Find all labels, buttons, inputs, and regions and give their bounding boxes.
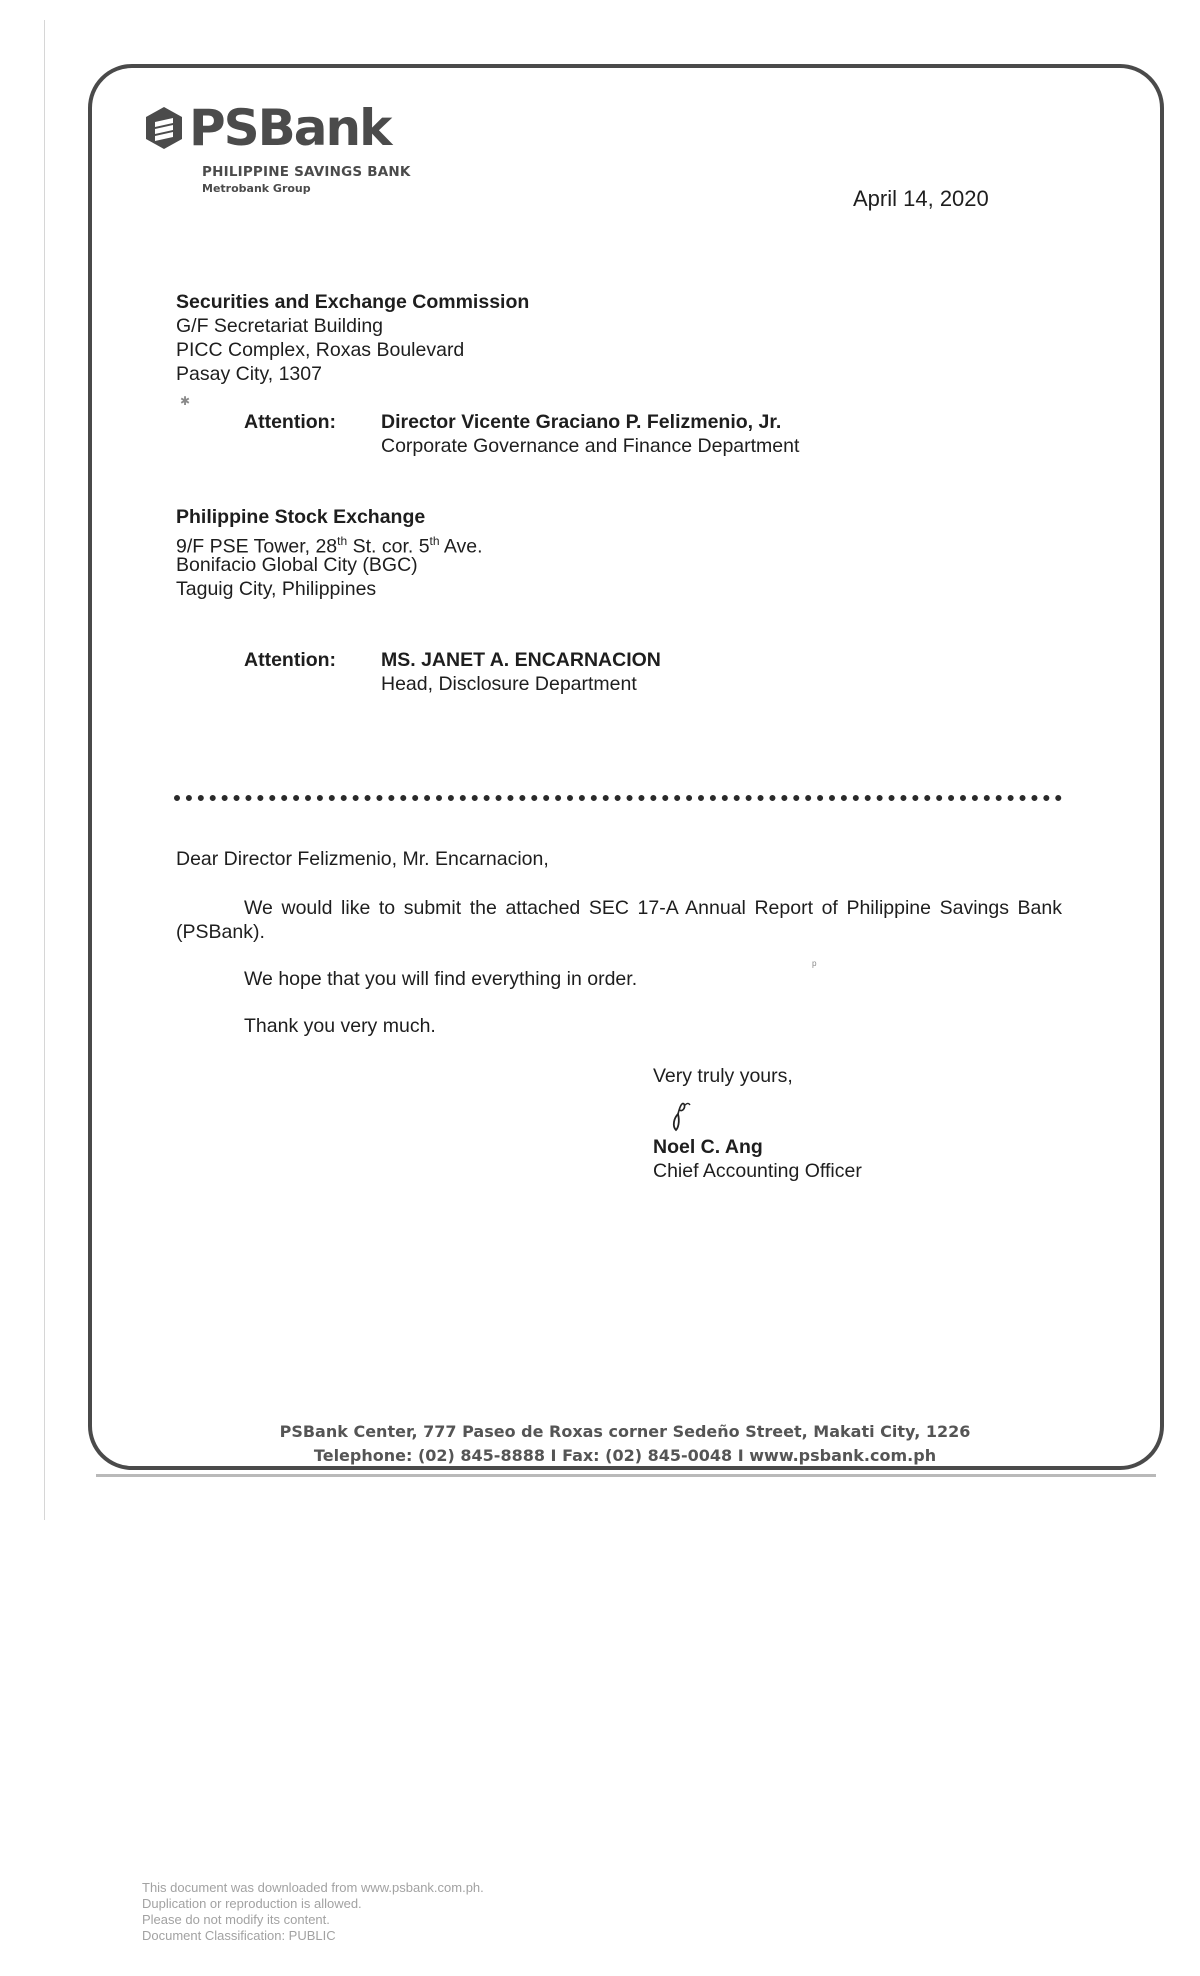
brand-name: PSBank [189, 99, 391, 157]
recipient2-address-line: Taguig City, Philippines [176, 578, 377, 600]
recipient1-address-line: G/F Secretariat Building [176, 315, 384, 337]
signer-title: Chief Accounting Officer [653, 1160, 862, 1182]
psbank-emblem-icon [143, 105, 185, 151]
valediction: Very truly yours, [653, 1065, 793, 1087]
body-paragraph: We hope that you will find everything in order. [244, 968, 638, 990]
bank-group: Metrobank Group [202, 182, 311, 195]
download-notice-line: Duplication or reproduction is allowed. [142, 1896, 362, 1911]
body-paragraph: Thank you very much. [244, 1015, 436, 1037]
letterhead-logo [143, 99, 411, 195]
recipient2-address-line: Bonifacio Global City (BGC) [176, 554, 418, 576]
recipient2-name: Philippine Stock Exchange [176, 506, 426, 528]
recipient2-attention-name: MS. JANET A. ENCARNACION [381, 649, 661, 671]
letter-border-shadow [96, 1474, 1156, 1477]
recipient1-attention-department: Corporate Governance and Finance Department [381, 435, 800, 457]
letter-border-frame [88, 64, 1164, 1470]
recipient2-attention-label: Attention: [244, 649, 337, 671]
scan-speck: ᵖ [812, 958, 817, 972]
body-paragraph: We would like to submit the attached SEC 17-A Annual Report of Philippine Savings Bank (PSBank). [176, 897, 1062, 943]
salutation: Dear Director Felizmenio, Mr. Encarnacion, [176, 848, 549, 870]
download-notice-line: This document was downloaded from www.psbank.com.ph. [142, 1880, 484, 1895]
recipient2-address-line: 9/F PSE Tower, 28th St. cor. 5th Ave. [176, 534, 483, 558]
scan-speck: ✱ [180, 394, 191, 408]
recipient1-name: Securities and Exchange Commission [176, 291, 530, 313]
download-notice-line: Document Classification: PUBLIC [142, 1928, 336, 1943]
recipient1-attention-name: Director Vicente Graciano P. Felizmenio, Jr. [381, 411, 782, 433]
recipient1-address-line: PICC Complex, Roxas Boulevard [176, 339, 465, 361]
footer-contact: Telephone: (02) 845-8888 I Fax: (02) 845-0048 I www.psbank.com.ph [313, 1446, 937, 1465]
signer-name: Noel C. Ang [653, 1136, 763, 1158]
footer-address: PSBank Center, 777 Paseo de Roxas corner Sedeño Street, Makati City, 1226 [279, 1422, 971, 1441]
dotted-divider [174, 795, 1062, 801]
recipient1-address-line: Pasay City, 1307 [176, 363, 322, 385]
page-binding-line [44, 20, 45, 1520]
download-notice-line: Please do not modify its content. [142, 1912, 330, 1927]
bank-full-name: PHILIPPINE SAVINGS BANK [202, 164, 411, 180]
recipient2-attention-department: Head, Disclosure Department [381, 673, 637, 695]
signature-initials [664, 1096, 704, 1136]
letter-date: April 14, 2020 [853, 186, 989, 211]
recipient1-attention-label: Attention: [244, 411, 337, 433]
